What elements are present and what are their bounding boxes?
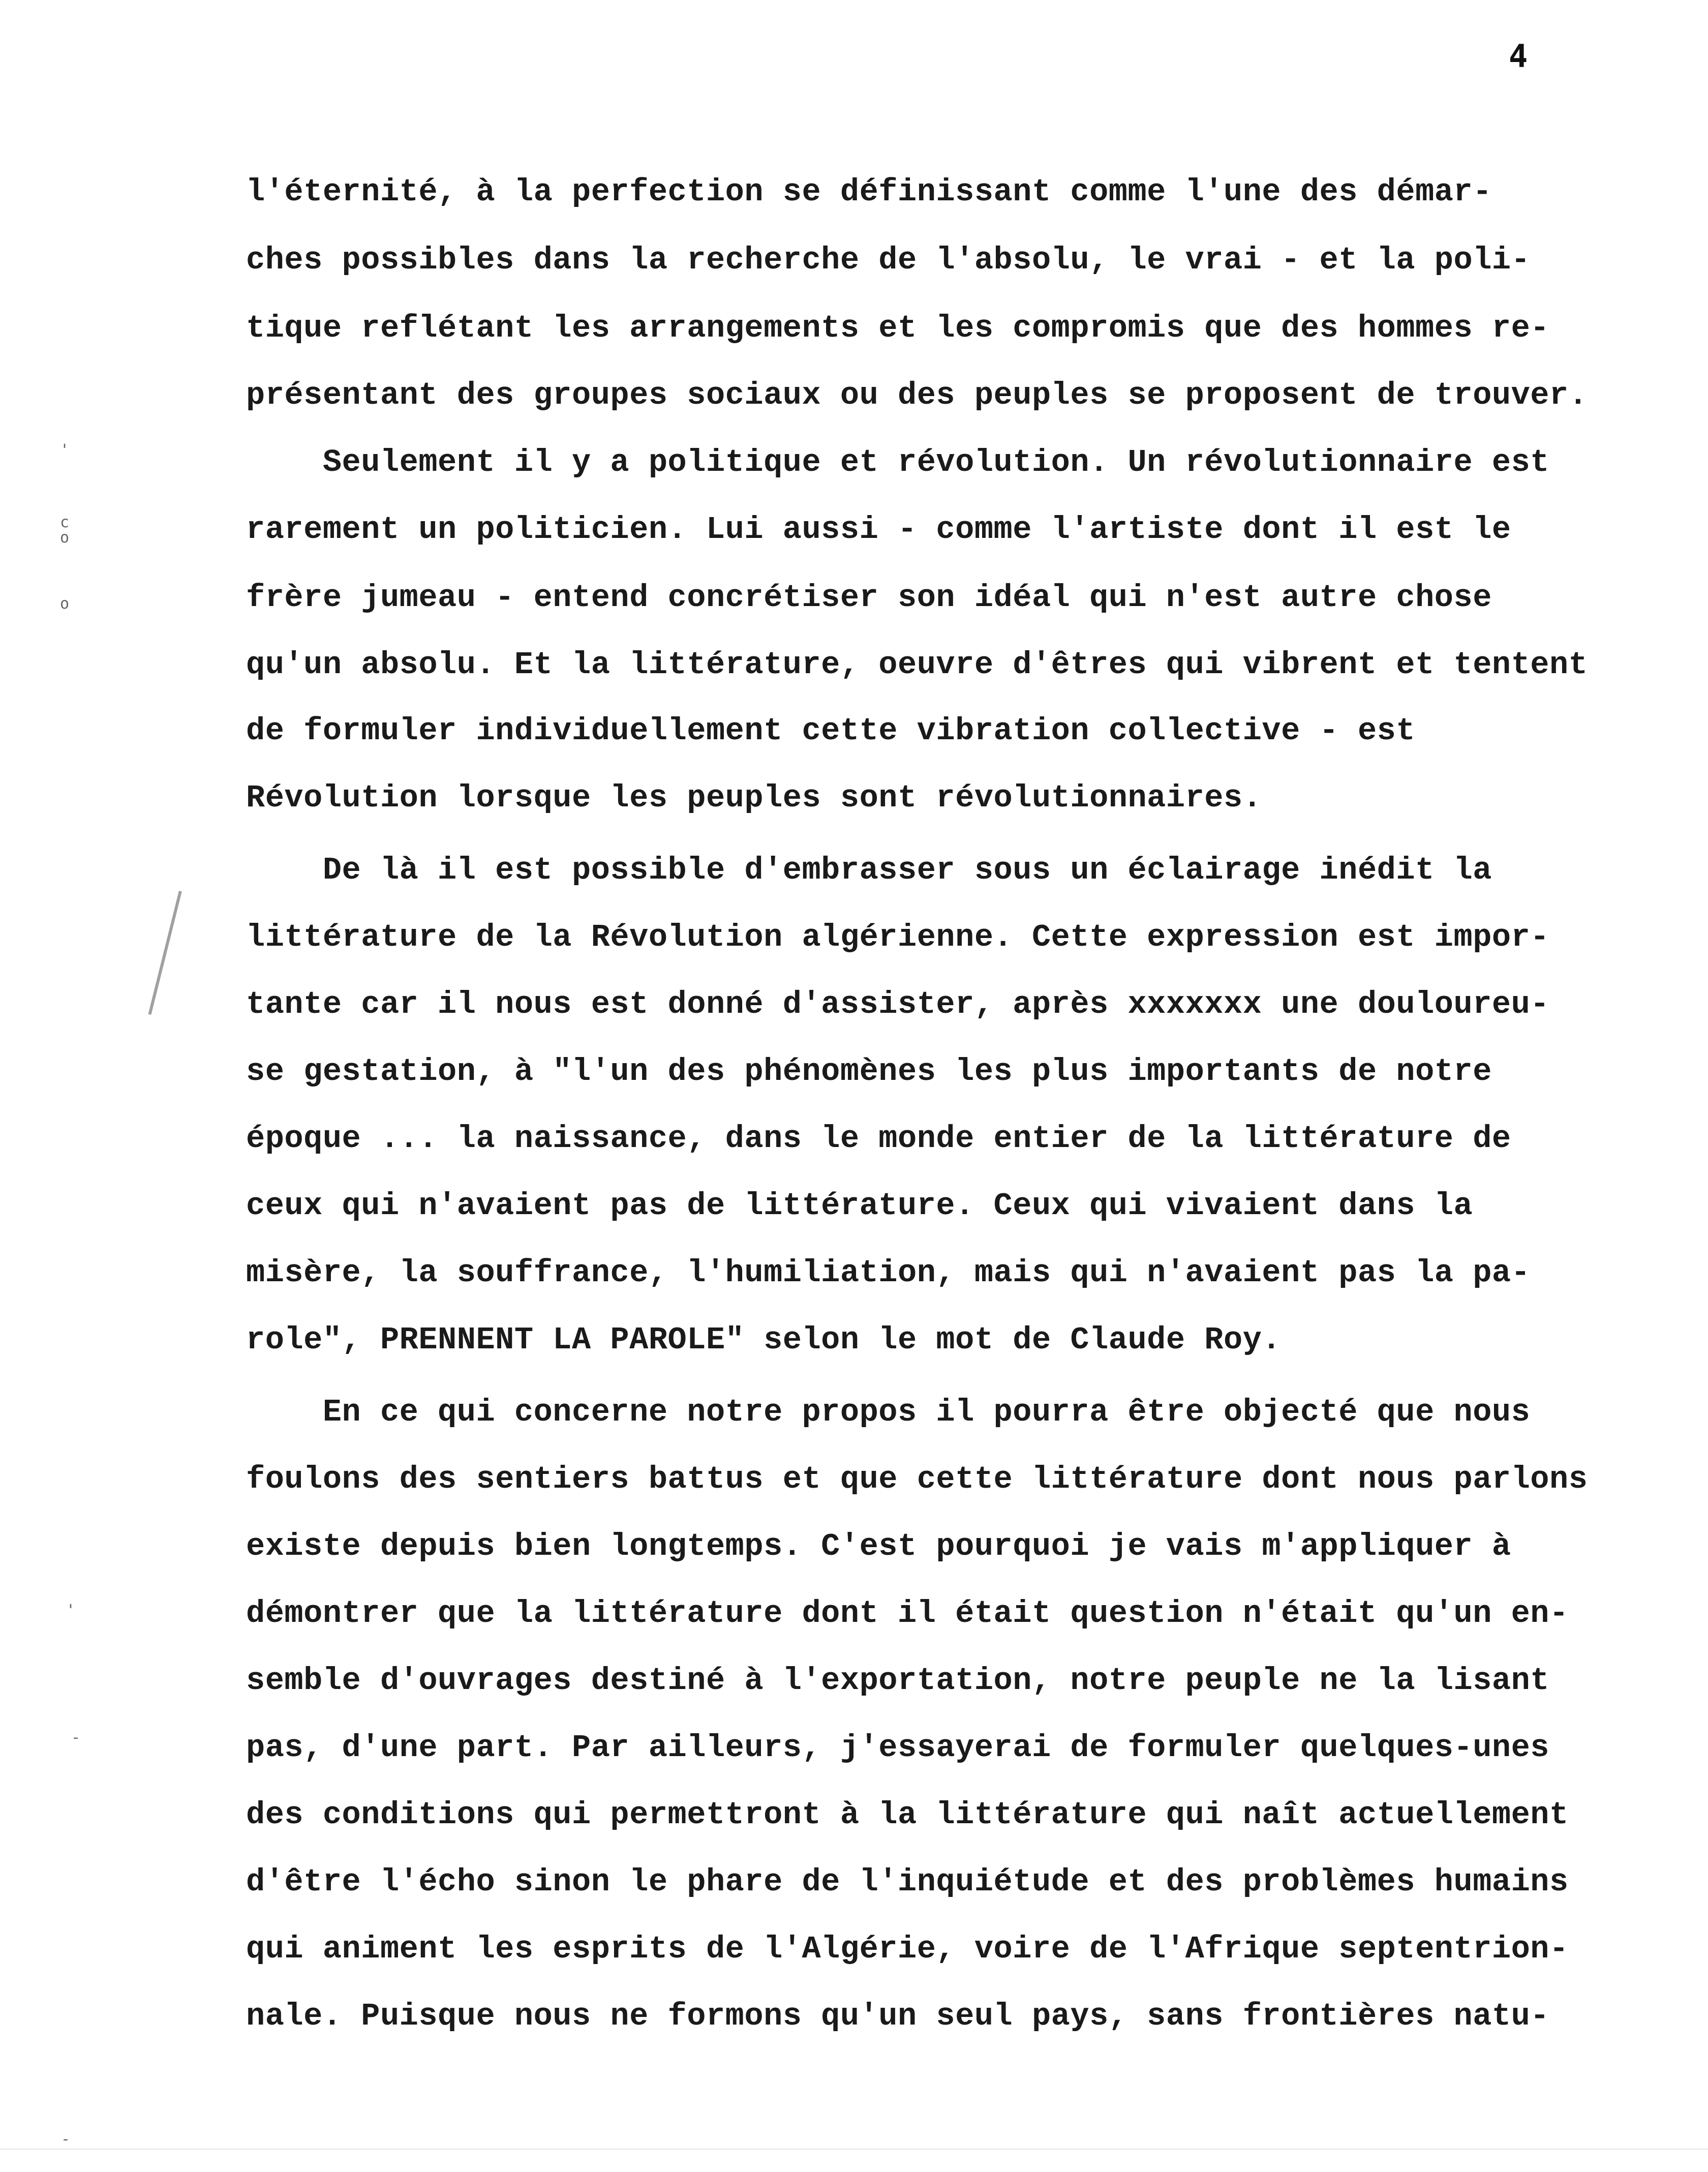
- text-line: des conditions qui permettront à la littérature qui naît actuellement: [246, 1797, 1569, 1833]
- margin-mark: c: [60, 514, 70, 531]
- text-line: foulons des sentiers battus et que cette littérature dont nous parlons: [246, 1461, 1588, 1497]
- margin-mark: -: [71, 1729, 81, 1746]
- text-line: Seulement il y a politique et révolution. Un révolutionnaire est: [246, 444, 1550, 480]
- text-line: pas, d'une part. Par ailleurs, j'essayerai de formuler quelques-unes: [246, 1730, 1550, 1766]
- text-line: littérature de la Révolution algérienne. Cette expression est impor-: [246, 919, 1550, 955]
- text-line: démontrer que la littérature dont il était question n'était qu'un en-: [246, 1595, 1569, 1632]
- text-line: tique reflétant les arrangements et les compromis que des hommes re-: [246, 310, 1550, 346]
- text-line: nale. Puisque nous ne formons qu'un seul pays, sans frontières natu-: [246, 1998, 1550, 2034]
- text-line: tante car il nous est donné d'assister, après xxxxxxx une douloureu-: [246, 986, 1550, 1022]
- text-line: role", PRENNENT LA PAROLE" selon le mot de Claude Roy.: [246, 1322, 1282, 1358]
- text-line: En ce qui concerne notre propos il pourra être objecté que nous: [246, 1394, 1531, 1430]
- text-line: époque ... la naissance, dans le monde entier de la littérature de: [246, 1121, 1511, 1157]
- text-line: rarement un politicien. Lui aussi - comme l'artiste dont il est le: [246, 511, 1511, 548]
- text-line: se gestation, à "l'un des phénomènes les plus importants de notre: [246, 1053, 1492, 1090]
- text-line: de formuler individuellement cette vibration collective - est: [246, 713, 1416, 749]
- text-line: misère, la souffrance, l'humiliation, mais qui n'avaient pas la pa-: [246, 1255, 1531, 1291]
- text-line: semble d'ouvrages destiné à l'exportation, notre peuple ne la lisant: [246, 1663, 1550, 1699]
- text-line: ceux qui n'avaient pas de littérature. Ceux qui vivaient dans la: [246, 1188, 1473, 1224]
- margin-mark: ': [60, 441, 70, 459]
- text-line: De là il est possible d'embrasser sous un éclairage inédit la: [246, 852, 1492, 888]
- margin-mark: o: [60, 529, 70, 547]
- text-line: Révolution lorsque les peuples sont révolutionnaires.: [246, 780, 1262, 816]
- text-line: ches possibles dans la recherche de l'absolu, le vrai - et la poli-: [246, 242, 1531, 278]
- page-bottom-edge: [0, 2149, 1708, 2150]
- text-line: présentant des groupes sociaux ou des peuples se proposent de trouver.: [246, 377, 1588, 413]
- text-line: existe depuis bien longtemps. C'est pourquoi je vais m'appliquer à: [246, 1528, 1511, 1564]
- pencil-margin-stroke: [148, 891, 182, 1015]
- margin-mark: ': [66, 1602, 76, 1619]
- margin-mark: o: [60, 595, 70, 613]
- text-line: qu'un absolu. Et la littérature, oeuvre d'êtres qui vibrent et tentent: [246, 647, 1588, 683]
- margin-mark: -: [61, 2130, 71, 2148]
- page-number: 4: [1509, 38, 1528, 75]
- text-line: frère jumeau - entend concrétiser son idéal qui n'est autre chose: [246, 580, 1492, 616]
- text-line: d'être l'écho sinon le phare de l'inquiétude et des problèmes humains: [246, 1864, 1569, 1900]
- text-line: l'éternité, à la perfection se définissant comme l'une des démar-: [246, 174, 1492, 210]
- text-line: qui animent les esprits de l'Algérie, voire de l'Afrique septentrion-: [246, 1931, 1569, 1967]
